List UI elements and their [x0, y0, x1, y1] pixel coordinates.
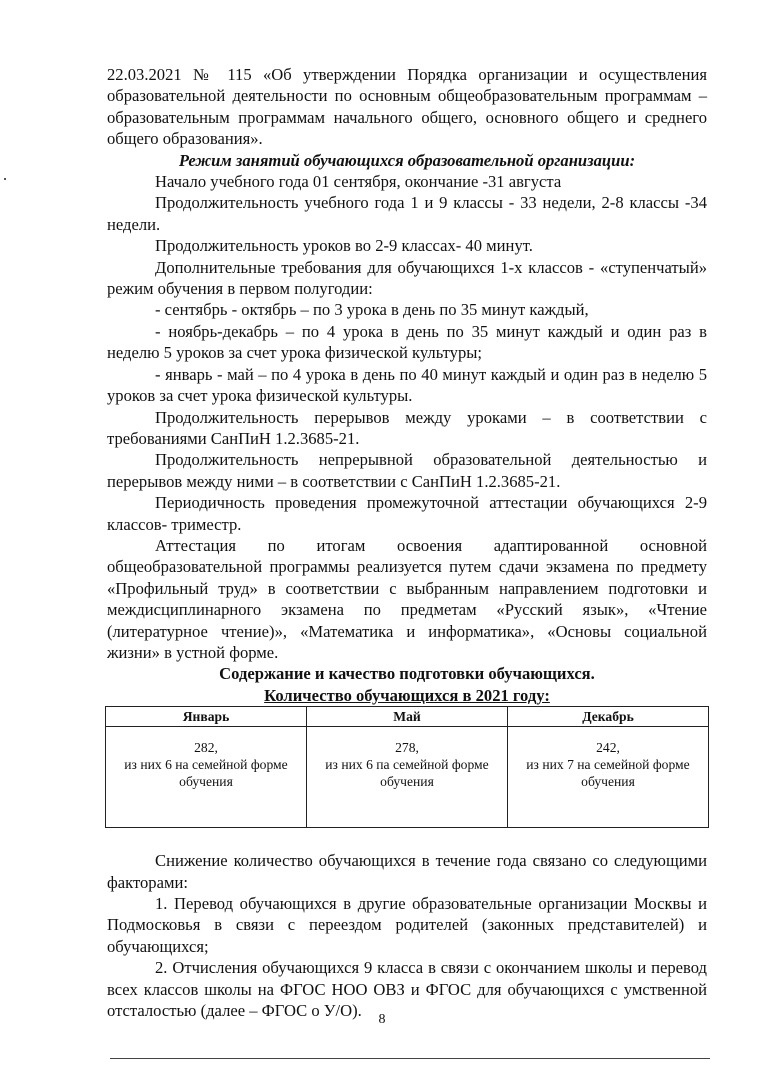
table-cell-december	[508, 727, 709, 828]
table-cell-january	[106, 727, 307, 828]
cell-count: 282,	[194, 740, 218, 756]
table-header-january: Январь	[106, 707, 307, 727]
paragraph-year-duration: Продолжительность учебного года 1 и 9 классы - 33 недели, 2-8 классы -34 недели.	[107, 193, 707, 234]
paragraph-breaks: Продолжительность перерывов между уроками – в соответствии с требованиями СанПиН 1.2.3685-21.	[107, 407, 707, 448]
students-count-table	[105, 706, 709, 828]
paragraph-order-reference: 22.03.2021 № 115 «Об утверждении Порядка организации и осуществления образовательной деятельности по основным общеобразовательным программам – образовательным программам начального общего, основного общего и среднего общего образования».	[107, 65, 707, 149]
page-number: 8	[378, 1012, 386, 1027]
cell-detail: из них 7 на семейной форме обучения	[526, 757, 690, 790]
list-item-jan-may: - январь - май – по 4 урока в день по 40 минут каждый и один раз в неделю 5 уроков за счет урока физической культуры.	[107, 364, 707, 406]
cell-detail: из них 6 па семейной форме обучения	[325, 757, 489, 790]
table-row	[106, 727, 709, 828]
cell-count: 278,	[395, 740, 419, 756]
table-caption-text: Количество обучающихся в 2021 году:	[264, 685, 550, 705]
list-item-nov-dec: - ноябрь-декабрь – по 4 урока в день по 35 минут каждый и один раз в неделю 5 уроков за счет урока физической культуры;	[107, 321, 707, 363]
table-caption	[107, 685, 707, 706]
cell-count: 242,	[596, 740, 620, 756]
table-header-december: Декабрь	[508, 707, 709, 727]
footer-rule	[110, 1058, 710, 1059]
paragraph-first-grade: Дополнительные требования для обучающихся 1-х классов - «ступенчатый» режим обучения в первом полугодии:	[107, 257, 707, 299]
cell-detail: из них 6 на семейной форме обучения	[124, 757, 288, 790]
page-content	[107, 64, 707, 1021]
paragraph-lesson-length: Продолжительность уроков во 2-9 классах- 40 минут.	[155, 236, 533, 256]
scan-speck	[4, 178, 6, 180]
paragraph-attestation-final: Аттестация по итогам освоения адаптированной основной общеобразовательной программы реализуется путем сдачи экзамена по предмету «Профильный труд» в соответствии с выбранным направлением подготовки и междисциплинарного экзамена по предметам «Русский язык», «Чтение (литературное чтение)», «Математика и информатика», «Основы социальной жизни» в устной форме.	[107, 535, 707, 662]
heading-content-quality: Содержание и качество подготовки обучающихся.	[219, 664, 595, 684]
paragraph-attestation-period: Периодичность проведения промежуточной аттестации обучающихся 2-9 классов- триместр.	[107, 493, 707, 534]
list-item-sep-oct: - сентябрь - октябрь – по 3 урока в день по 35 минут каждый,	[155, 300, 589, 320]
paragraph-continuous-activity: Продолжительность непрерывной образовательной деятельностью и перерывов между ними – в соответствии с СанПиН 1.2.3685-21.	[107, 450, 707, 491]
spacer	[107, 828, 707, 850]
list-item-factor-1: 1. Перевод обучающихся в другие образовательные организации Москвы и Подмосковья в связи с переездом родителей (законных представителей) и обучающихся;	[107, 894, 707, 956]
paragraph-year-start: Начало учебного года 01 сентября, окончание -31 августа	[155, 172, 562, 192]
paragraph-decrease: Снижение количество обучающихся в течение года связано со следующими факторами:	[107, 851, 707, 892]
table-header-row	[106, 707, 709, 727]
table-header-may: Май	[307, 707, 508, 727]
heading-study-regime: Режим занятий обучающихся образовательной организации:	[178, 150, 636, 170]
list-item-factor-2: 2. Отчисления обучающихся 9 класса в связи с окончанием школы и перевод всех классов школы на ФГОС НОО ОВЗ и ФГОС для обучающихся с умственной отсталостью (далее – ФГОС о У/О).	[107, 958, 707, 1021]
table-cell-may	[307, 727, 508, 828]
